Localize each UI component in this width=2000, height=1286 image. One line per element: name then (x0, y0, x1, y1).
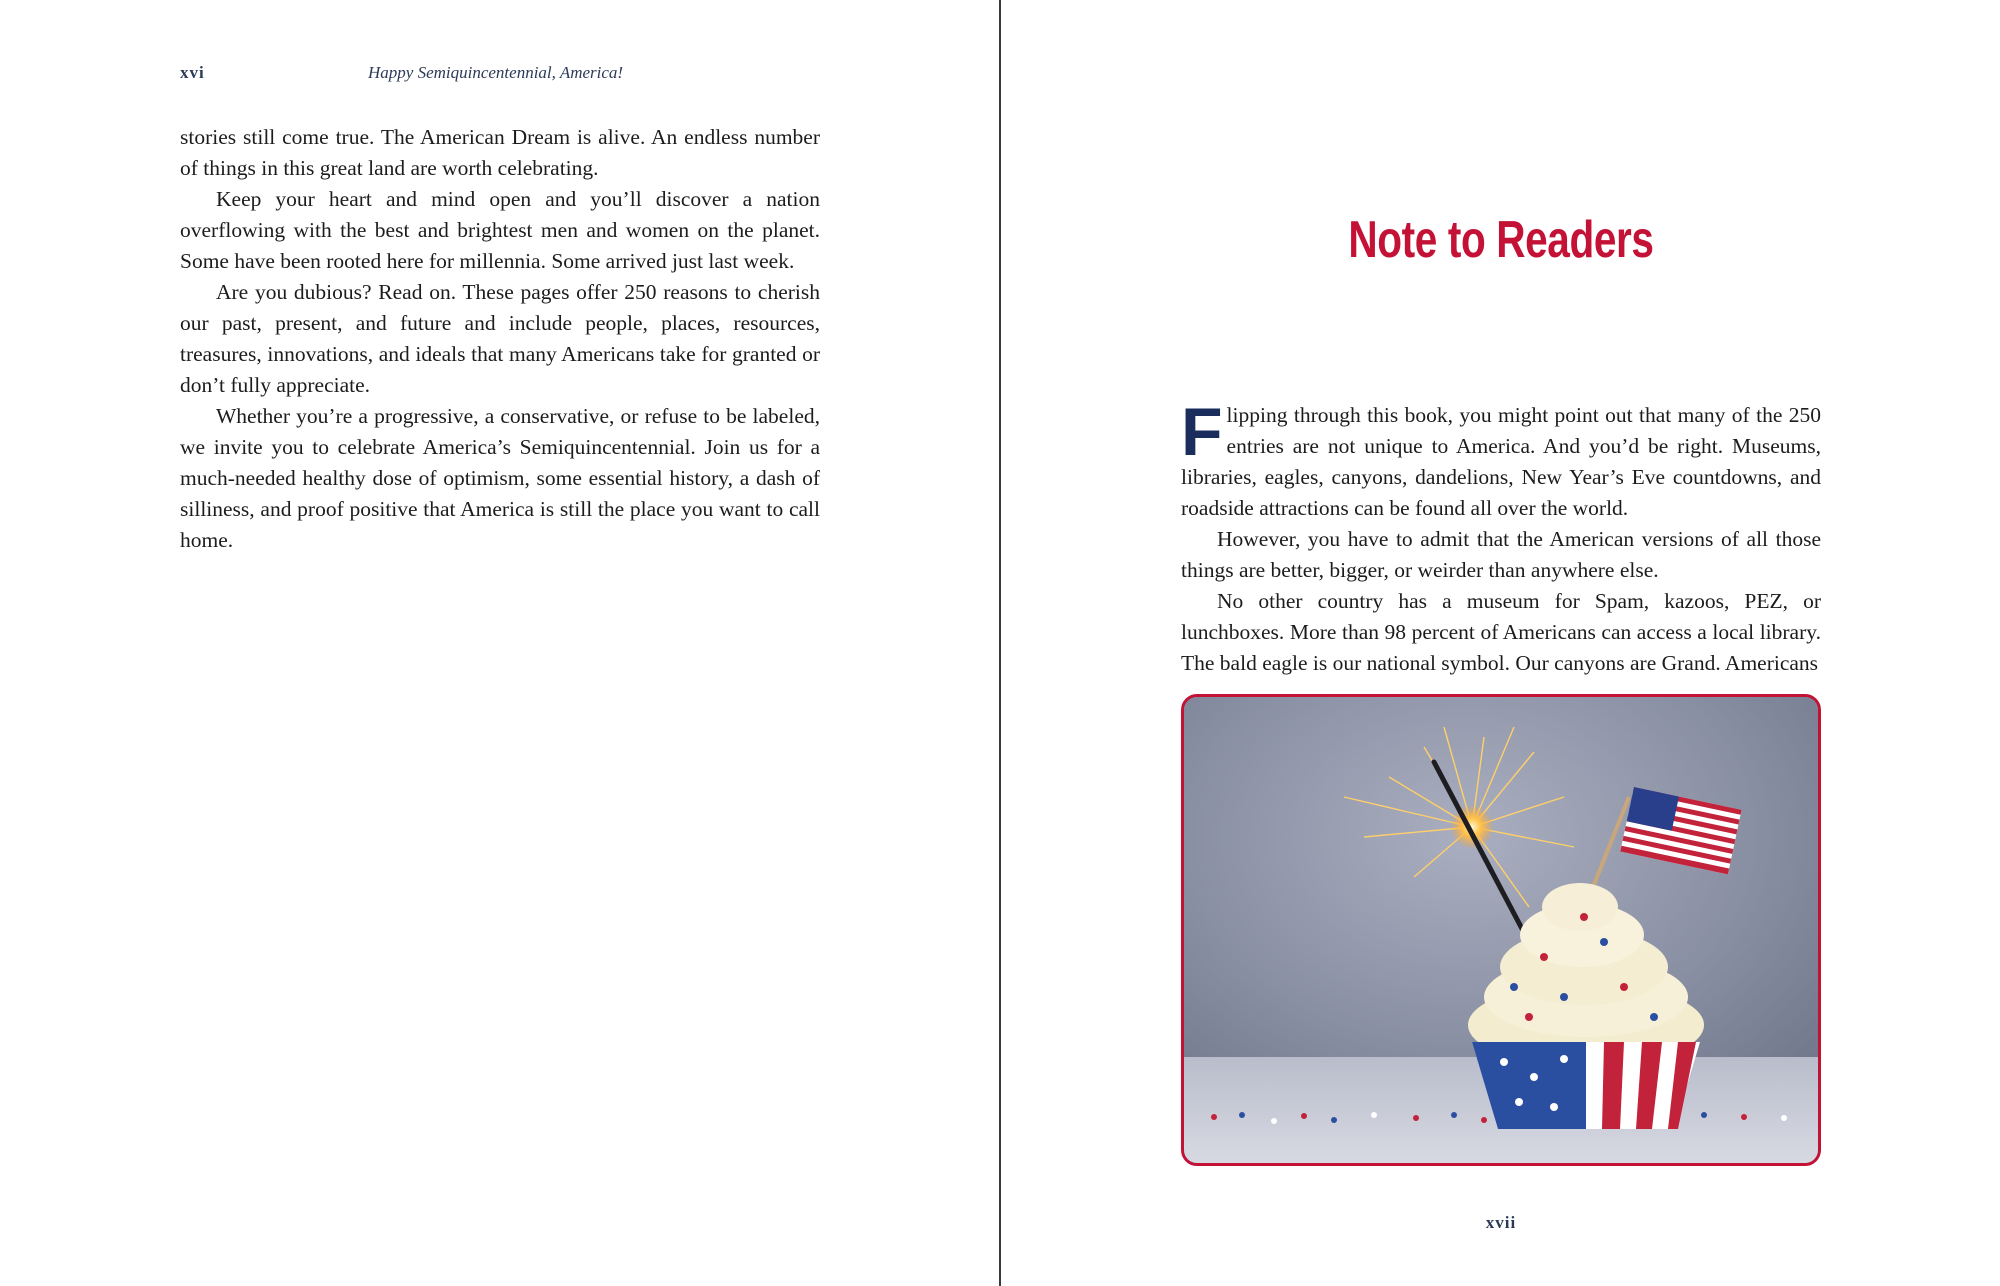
left-paragraph-3: Are you dubious? Read on. These pages offer 250 reasons to cherish our past, present, and future and include people, places, resources, treasures, innovations, and ideals that many Americans take for granted or don’t fully appreciate. (180, 280, 820, 397)
right-body-text (1181, 394, 1821, 679)
cupcake-photo (1181, 694, 1821, 1166)
cupcake-liner (1472, 1042, 1700, 1129)
running-head (180, 63, 820, 87)
chapter-title: Note to Readers (1348, 211, 1654, 269)
right-paragraph-3: No other country has a museum for Spam, kazoos, PEZ, or lunchboxes. More than 98 percent of Americans can access a local library. The bald eagle is our national symbol. Our canyons are Grand. Americans (1181, 589, 1821, 675)
right-paragraph-1-text: lipping through this book, you might point out that many of the 250 entries are not unique to America. And you’d be right. Museums, libraries, eagles, canyons, dandelions, New Year’s Eve countdowns, and roadside attractions can be found all over the world. (1181, 403, 1821, 520)
left-body-text (180, 122, 820, 556)
drop-cap: F (1181, 394, 1223, 470)
left-paragraph-4: Whether you’re a progressive, a conservative, or refuse to be labeled, we invite you to celebrate America’s Semiquincentennial. Join us for a much-needed healthy dose of optimism, some essential history, a dash of silliness, and proof positive that America is still the place you want to call home. (180, 404, 820, 552)
right-folio: xvii (1485, 1213, 1517, 1232)
page-gutter (999, 0, 1001, 1286)
left-paragraph-2: Keep your heart and mind open and you’ll discover a nation overflowing with the best and brightest men and women on the planet. Some have been rooted here for millennia. Some arrived just last week. (180, 187, 820, 273)
left-paragraph-1: stories still come true. The American Dream is alive. An endless number of things in this great land are worth celebrating. (180, 125, 820, 180)
running-head-title: Happy Semiquincentennial, America! (368, 63, 624, 82)
left-page (0, 0, 999, 1286)
right-paragraph-1 (1181, 394, 1821, 524)
left-folio: xvi (180, 63, 205, 82)
cupcake-with-sparkler-and-flag-photo (1184, 697, 1818, 1163)
right-paragraph-2: However, you have to admit that the American versions of all those things are better, bigger, or weirder than anywhere else. (1181, 527, 1821, 582)
